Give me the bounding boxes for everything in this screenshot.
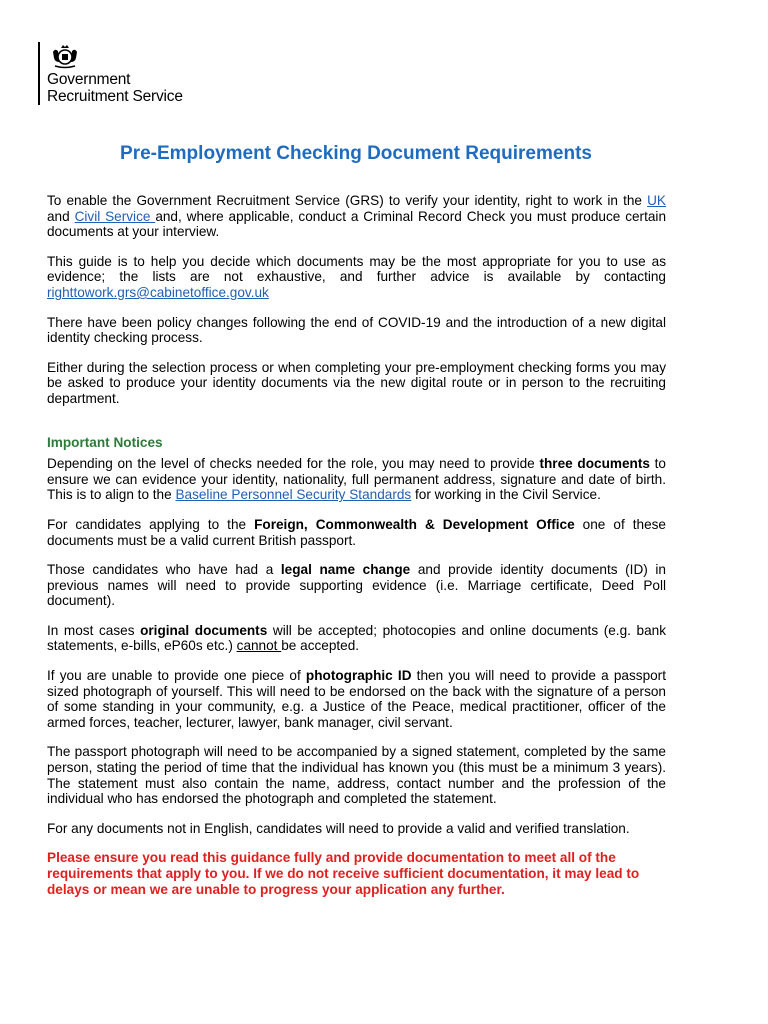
text: and, where applicable, conduct a Criminal Record Check you must produce certain documents at your interview.	[47, 208, 667, 240]
emphasis: photographic ID	[305, 668, 412, 684]
emphasis: Foreign, Commonwealth & Development Office	[254, 516, 575, 532]
text: In most cases	[47, 622, 141, 638]
notice-original-documents	[47, 623, 666, 654]
text: for working in the Civil Service.	[411, 487, 601, 503]
important-notices-heading: Important Notices	[47, 434, 163, 450]
text: be accepted.	[281, 638, 360, 654]
uk-link[interactable]: UK	[647, 193, 666, 208]
notice-photographic-id	[47, 668, 666, 730]
notice-three-documents	[47, 456, 666, 503]
text: then you will need to provide a passport sized photograph of yourself. This will need to be endorsed on the back with the signature of a person of some standing in your community, e.g. a Justice of the Peace, medical practitioner, officer of the armed forces, teacher, lecturer, lawyer, bank manager, civil servant.	[47, 668, 666, 730]
intro-paragraph-1	[47, 193, 666, 240]
text: To enable the Government Recruitment Service (GRS) to verify your identity, right to work in the	[47, 193, 648, 208]
text: For candidates applying to the	[47, 516, 255, 532]
emphasis: original documents	[140, 622, 268, 638]
text: and provide identity documents (ID) in previous names will need to provide supporting evidence (i.e. Marriage certificate, Deed Poll document).	[47, 562, 666, 609]
royal-crest-icon	[50, 42, 80, 70]
contact-email-link[interactable]: righttowork.grs@cabinetoffice.gov.uk	[47, 284, 269, 300]
text: If you are unable to provide one piece of	[47, 668, 306, 684]
logo-rule	[38, 42, 40, 105]
warning-notice: Please ensure you read this guidance fully and provide documentation to meet all of the requirements that apply to you. If we do not receive sufficient documentation, it may lead to delays or mean we are unable to progress your application any further.	[47, 850, 640, 897]
emphasis: three documents	[539, 456, 650, 472]
text: This guide is to help you decide which documents may be the most appropriate for you to use as evidence; the lists are not exhaustive, and further advice is available by contacting	[47, 253, 666, 285]
text: and	[47, 208, 75, 224]
emphasis: legal name change	[280, 562, 411, 578]
logo-text-recruitment-service: Recruitment Service	[47, 88, 183, 105]
text: one of these documents must be a valid current British passport.	[47, 516, 666, 548]
text: Those candidates who have had a	[47, 562, 281, 578]
logo-text-government: Government	[47, 71, 131, 88]
notice-translation: For any documents not in English, candidates will need to provide a valid and verified translation.	[47, 820, 630, 836]
text: Depending on the level of checks needed for the role, you may need to provide	[47, 456, 540, 472]
underlined-text: cannot	[236, 638, 282, 654]
intro-paragraph-3: There have been policy changes following the end of COVID-19 and the introduction of a new digital identity checking process.	[47, 314, 666, 346]
notice-name-change	[47, 562, 666, 609]
bpss-link[interactable]: Baseline Personnel Security Standards	[175, 487, 412, 503]
text: will be accepted; photocopies and online documents (e.g. bank statements, e-bills, eP60s etc.)	[47, 622, 666, 654]
notice-signed-statement: The passport photograph will need to be accompanied by a signed statement, completed by the same person, stating the period of time that the individual has known you (this must be a minimum 3 years). The statement must also contain the name, address, contact number and the profession of the individual who has endorsed the photograph and completed the statement.	[47, 744, 666, 807]
intro-paragraph-4: Either during the selection process or when completing your pre-employment checking forms you may be asked to produce your identity documents via the new digital route or in person to the recruiting department.	[47, 359, 666, 406]
text: to ensure we can evidence your identity, nationality, full permanent address, signature and date of birth. This is to align to the	[47, 456, 666, 503]
document-body	[47, 193, 666, 897]
civil-service-link[interactable]: Civil Service	[74, 208, 156, 224]
intro-paragraph-2	[47, 254, 666, 301]
notice-fcdo	[47, 517, 666, 548]
page-title: Pre-Employment Checking Document Requirements	[120, 143, 592, 164]
